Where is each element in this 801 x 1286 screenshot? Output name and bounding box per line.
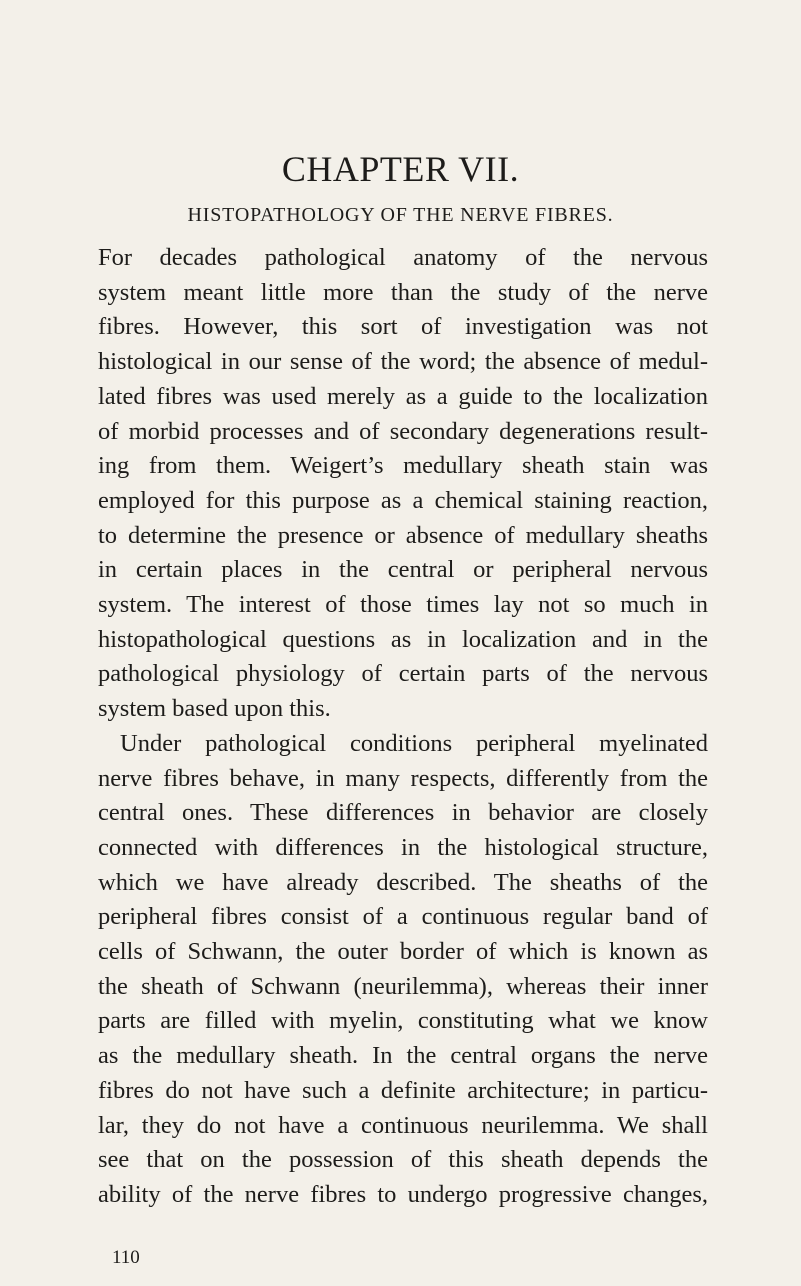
text-line: pathological physiology of certain parts of the nervous (98, 660, 708, 688)
text-line: ing from them. Weigert’s medullary sheath stain was (98, 452, 708, 480)
text-line: nerve fibres behave, in many respects, differently from the (98, 764, 708, 792)
text-line: lar, they do not have a continuous neurilemma. We shall (98, 1111, 708, 1139)
text-line: ability of the nerve fibres to undergo progressive changes, (98, 1180, 708, 1208)
text-line: peripheral fibres consist of a continuous regular band of (98, 903, 708, 931)
text-line: system based upon this. (98, 695, 331, 723)
text-line: fibres. However, this sort of investigation was not (98, 313, 708, 341)
text-line: see that on the possession of this sheath depends the (98, 1146, 708, 1174)
text-line: histopathological questions as in localization and in the (98, 625, 708, 653)
text-line: which we have already described. The sheaths of the (98, 868, 708, 896)
text-line: employed for this purpose as a chemical staining reaction, (98, 486, 708, 514)
text-line: lated fibres was used merely as a guide to the localization (98, 382, 708, 410)
text-line: central ones. These differences in behavior are closely (98, 799, 708, 827)
text-line: For decades pathological anatomy of the nervous (98, 244, 708, 271)
text-line: in certain places in the central or peripheral nervous (98, 556, 708, 584)
text-line: cells of Schwann, the outer border of which is known as (98, 938, 708, 966)
text-line: to determine the presence or absence of medullary sheaths (98, 521, 708, 549)
page-number: 110 (112, 1247, 140, 1268)
text-line: parts are filled with myelin, constituting what we know (98, 1007, 708, 1035)
text-line: histological in our sense of the word; the absence of medul- (98, 348, 708, 376)
text-line: Under pathological conditions peripheral myelinated (120, 729, 708, 757)
text-line: the sheath of Schwann (neurilemma), whereas their inner (98, 972, 708, 1000)
section-title: HISTOPATHOLOGY OF THE NERVE FIBRES. (187, 204, 614, 226)
body-text (98, 241, 708, 1213)
text-line: system meant little more than the study of the nerve (98, 278, 708, 306)
text-line: fibres do not have such a definite architecture; in particu- (98, 1076, 708, 1104)
text-line: connected with differences in the histological structure, (98, 833, 708, 861)
text-line: system. The interest of those times lay not so much in (98, 591, 708, 619)
chapter-title: CHAPTER VII. (281, 149, 520, 189)
text-line: of morbid processes and of secondary degenerations result- (98, 417, 708, 445)
text-line: as the medullary sheath. In the central organs the nerve (98, 1042, 708, 1070)
